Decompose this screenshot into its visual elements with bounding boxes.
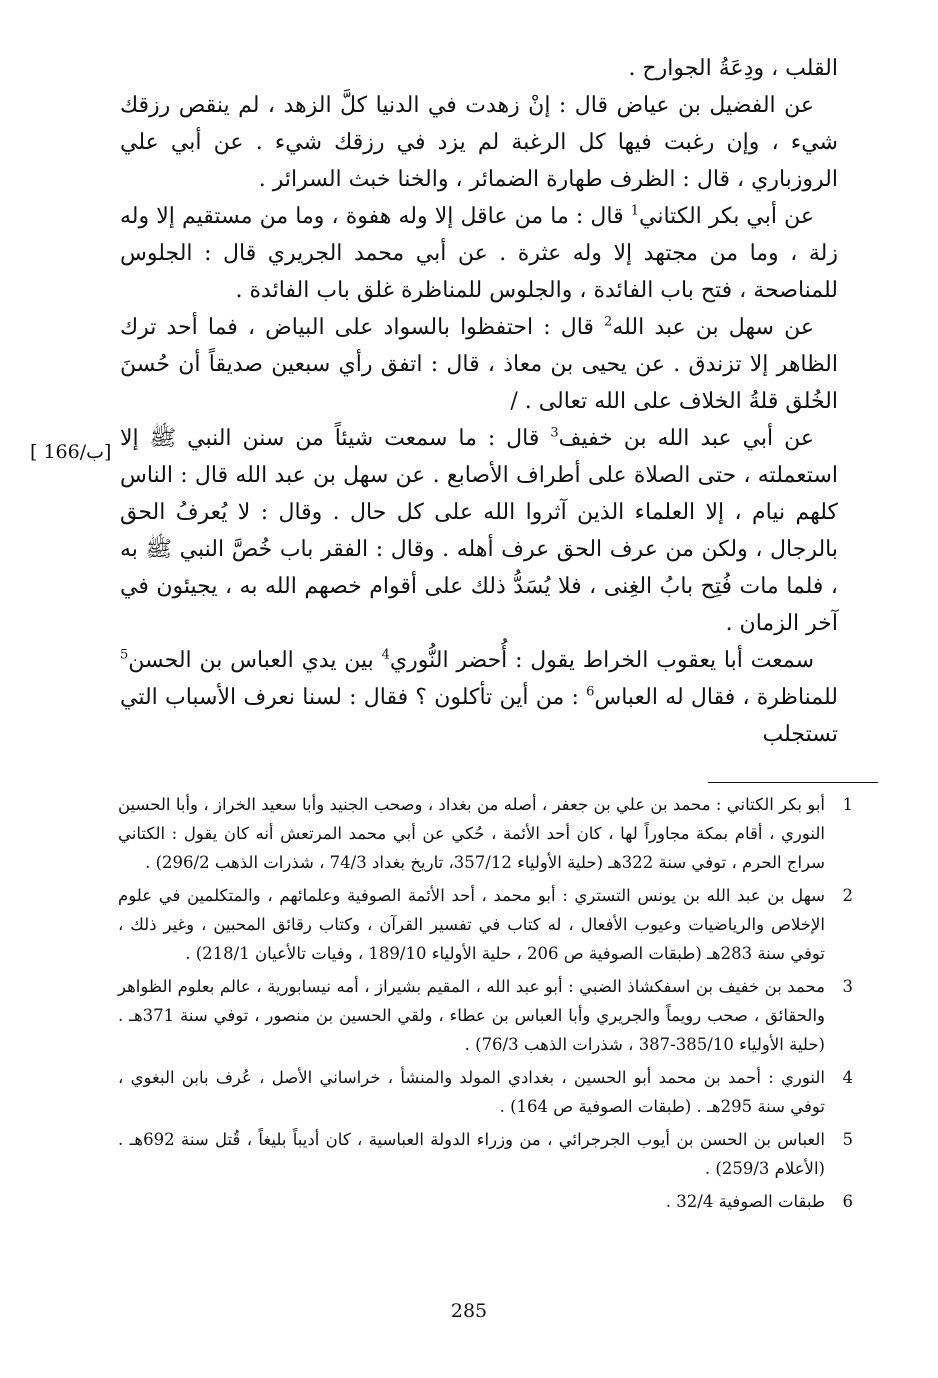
footnote-text: العباس بن الحسن بن أيوب الجرجرائي ، من وزراء الدولة العباسية ، كان أديباً بليغاً ، قُتل سنة 692هـ . (الأعلام 259/3) . (118, 1130, 825, 1178)
paragraph-2: عن الفضيل بن عياض قال : إنْ زهدت في الدنيا كلَّ الزهد ، لم ينقص رزقك شيء ، وإن رغبت فيها كل الرغبة لم يزد في رزقك شيء . عن أبي علي الروزباري ، قال : الظرف طهارة الضمائر ، والخنا خبث السرائر . (120, 93, 838, 192)
footnote-number: 5 (842, 1130, 853, 1149)
paragraph-6-part-4: : من أين تأكلون ؟ فقال : لسنا نعرف الأسباب التي تستجلب (120, 685, 838, 747)
footnote-ref-3[interactable]: 3 (550, 425, 559, 441)
footnote-number: 3 (842, 977, 853, 996)
footnote-text: سهل بن عبد الله بن يونس التستري : أبو محمد ، أحد الأئمة الصوفية وعلمائهم ، والمتكلمين في علوم الإخلاص والرياضيات وعيوب الأفعال ، له كتاب في تفسير القرآن ، وكتاب رقائق المحبين ، وغير ذلك ، توفي سنة 283هـ (طبقات الصوفية ص 206 ، حلية الأولياء 189/10 ، وفيات تالأعيان 218/1) . (118, 886, 825, 963)
footnote-number: 6 (842, 1192, 853, 1211)
paragraph-6-part-3: للمناظرة ، فقال له العباس (594, 685, 838, 710)
paragraph-1: القلب ، ودِعَةُ الجوارح . (628, 56, 838, 81)
paragraph-3-start: عن أبي بكر الكتاني (639, 204, 815, 229)
footnote-ref-4[interactable]: 4 (381, 647, 390, 663)
paragraph-4-rest: قال : احتفظوا بالسواد على البياض ، فما أحد ترك الظاهر إلا تزندق . عن يحيى بن معاذ ، قال : اتفق رأي سبعين صديقاً أن حُسنَ الخُلق قلةُ الخلاف على الله تعالى . / (120, 315, 838, 414)
paragraph-3 (120, 198, 838, 309)
footnote-item (118, 1187, 853, 1216)
footnote-ref-5[interactable]: 5 (120, 647, 129, 663)
footnote-item (118, 1125, 853, 1183)
footnote-item (118, 790, 853, 877)
footnote-separator (708, 782, 878, 783)
paragraph-5-rest: قال : ما سمعت شيئاً من سنن النبي ﷺ إلا استعملته ، حتى الصلاة على أطراف الأصابع . عن سهل بن عبد الله قال : الناس كلهم نيام ، إلا العلماء الذين آثروا الله على كل حال . وقال : لا يُعرفُ الحق بالرجال ، ولكن من عرف الحق عرف أهله . وقال : الفقر باب خُصَّ النبي ﷺ به ، فلما مات فُتِح بابُ الغِنى ، فلا يُسَدُّ ذلك على أقوام خصهم الله به ، يجيئون في آخر الزمان . (120, 426, 838, 636)
paragraph-6 (120, 642, 838, 753)
paragraph-4-start: عن سهل بن عبد الله (612, 315, 814, 340)
paragraph-6-start: سمعت أبا يعقوب الخراط يقول : أُحضر النُّوري (389, 648, 814, 673)
footnote-item (118, 1063, 853, 1121)
footnote-text: النوري : أحمد بن محمد أبو الحسين ، بغدادي المولد والمنشأ ، خراساني الأصل ، عُرف بابن البغوي ، توفي سنة 295هـ . (طبقات الصوفية ص 164) . (118, 1068, 825, 1116)
footnote-text: محمد بن خفيف بن اسفكشاذ الضبي : أبو عبد الله ، المقيم بشيراز ، أمه نيسابورية ، عالم بعلوم الظواهر والحقائق ، صحب رويماً والجريري وأبا العباس بن عطاء ، ولقي الحسين بن منصور ، توفي سنة 371هـ . (حلية الأولياء 385/10-387 ، شذرات الذهب 76/3) . (118, 977, 825, 1054)
manuscript-folio-marker: [ 166/ب] (30, 441, 112, 463)
main-text (120, 50, 838, 753)
footnote-item (118, 972, 853, 1059)
paragraph-6-part-2: بين يدي العباس بن الحسن (128, 648, 382, 673)
footnote-text: أبو بكر الكتاني : محمد بن علي بن جعفر ، أصله من بغداد ، وصحب الجنيد وأبا سعيد الخراز ، وأبا الحسين النوري ، أقام بمكة مجاوراً لها ، كان أحد الأئمة ، حُكي عن أبي محمد المرتعش أنه كان يقول : الكتاني سراج الحرم ، توفي سنة 322هـ (حلية الأولياء 357/12، تاريخ بغداد 74/3 ، شذرات الذهب 296/2) . (118, 795, 825, 872)
footnote-text: طبقات الصوفية 32/4 . (665, 1192, 825, 1211)
paragraph-4 (120, 309, 838, 420)
footnote-ref-2[interactable]: 2 (604, 314, 613, 330)
footnotes (118, 790, 853, 1220)
paragraph-5-start: عن أبي عبد الله بن خفيف (558, 426, 814, 451)
paragraph-3-rest: قال : ما من عاقل إلا وله هفوة ، وما من مستقيم إلا وله زلة ، وما من مجتهد إلا وله عثرة . عن أبي محمد الجريري قال : الجلوس للمناصحة ، فتح باب الفائدة ، والجلوس للمناظرة غلق باب الفائدة . (120, 204, 838, 303)
footnote-item (118, 881, 853, 968)
footnote-number: 2 (842, 886, 853, 905)
paragraph-5 (120, 420, 838, 642)
page-number: 285 (450, 1300, 488, 1322)
footnote-ref-1[interactable]: 1 (630, 203, 640, 219)
footnote-number: 4 (842, 1068, 853, 1087)
footnote-ref-6[interactable]: 6 (586, 684, 595, 700)
footnote-number: 1 (842, 795, 853, 814)
